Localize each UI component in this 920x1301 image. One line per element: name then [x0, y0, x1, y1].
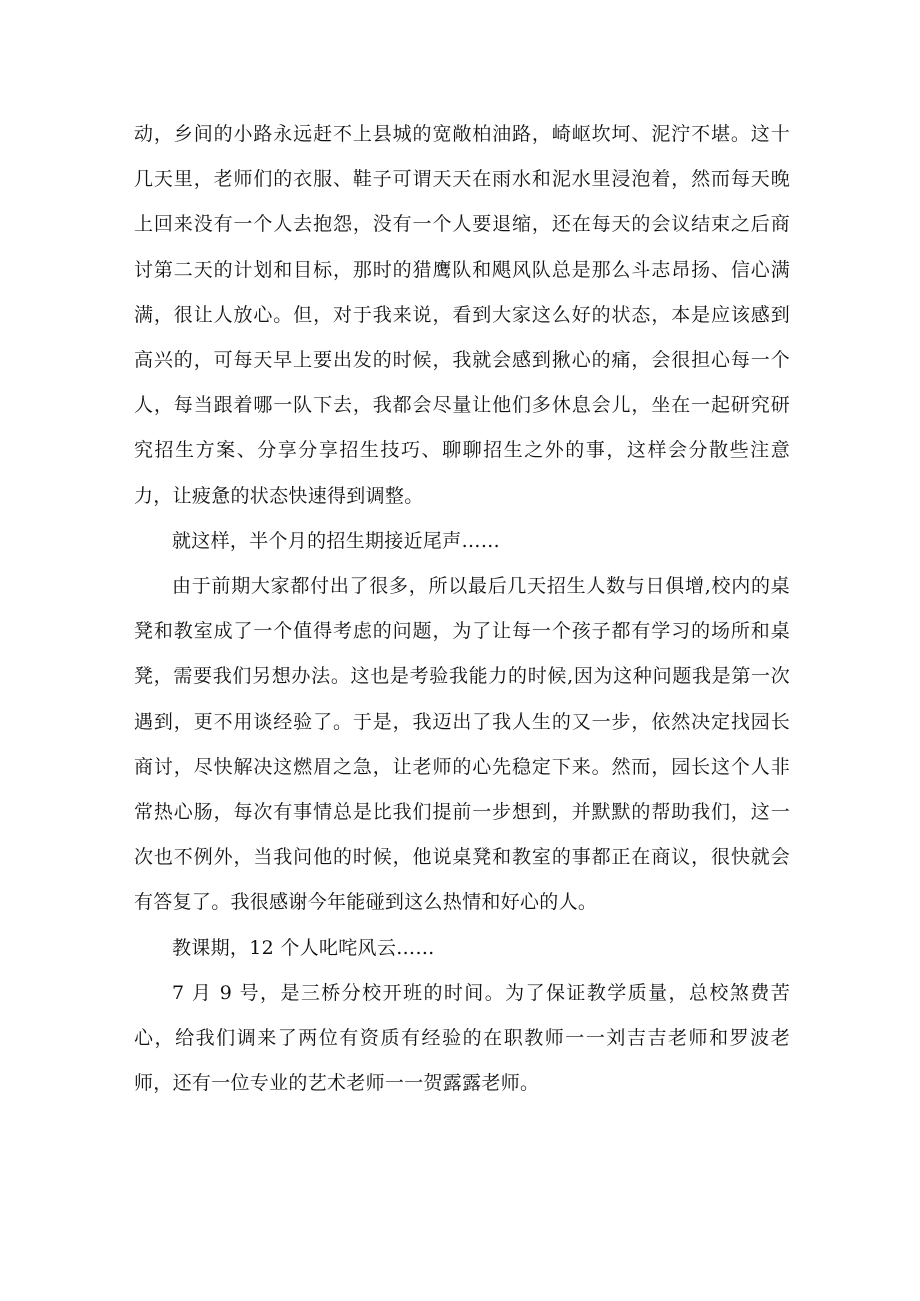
- document-body: [134, 112, 790, 1106]
- paragraph: 7 月 9 号，是三桥分校开班的时间。为了保证教学质量，总校煞费苦心，给我们调来了两位有资质有经验的在职教师一一刘吉吉老师和罗波老师，还有一位专业的艺术老师一一贺露露老师。: [134, 981, 790, 1095]
- paragraph: 就这样，半个月的招生期接近尾声……: [172, 529, 501, 552]
- paragraph: 由于前期大家都付出了很多，所以最后几天招生人数与日俱增,校内的桌凳和教室成了一个值得考虑的问题，为了让每一个孩子都有学习的场所和桌凳，需要我们另想办法。这也是考验我能力的时候,因为这种问题我是第一次遇到，更不用谈经验了。于是，我迈出了我人生的又一步，依然决定找园长商讨，尽快解决这燃眉之急，让老师的心先稳定下来。然而，园长这个人非常热心肠，每次有事情总是比我们提前一步想到，并默默的帮助我们，这一次也不例外，当我问他的时候，他说桌凳和教室的事都正在商议，很快就会有答复了。我很感谢今年能碰到这么热情和好心的人。: [134, 575, 790, 914]
- paragraph-continuation: 动，乡间的小路永远赶不上县城的宽敞柏油路，崎岖坎坷、泥泞不堪。这十几天里，老师们的衣服、鞋子可谓天天在雨水和泥水里浸泡着，然而每天晚上回来没有一个人去抱怨，没有一个人要退缩，还在每天的会议结束之后商讨第二天的计划和目标，那时的猎鹰队和飓风队总是那么斗志昂扬、信心满满，很让人放心。但，对于我来说，看到大家这么好的状态，本是应该感到高兴的，可每天早上要出发的时候，我就会感到揪心的痛，会很担心每一个人，每当跟着哪一队下去，我都会尽量让他们多休息会儿，坐在一起研究研究招生方案、分享分享招生技巧、聊聊招生之外的事，这样会分散些注意力，让疲惫的状态快速得到调整。: [134, 123, 790, 507]
- paragraph: 教课期，12 个人叱咤风云……: [172, 936, 435, 959]
